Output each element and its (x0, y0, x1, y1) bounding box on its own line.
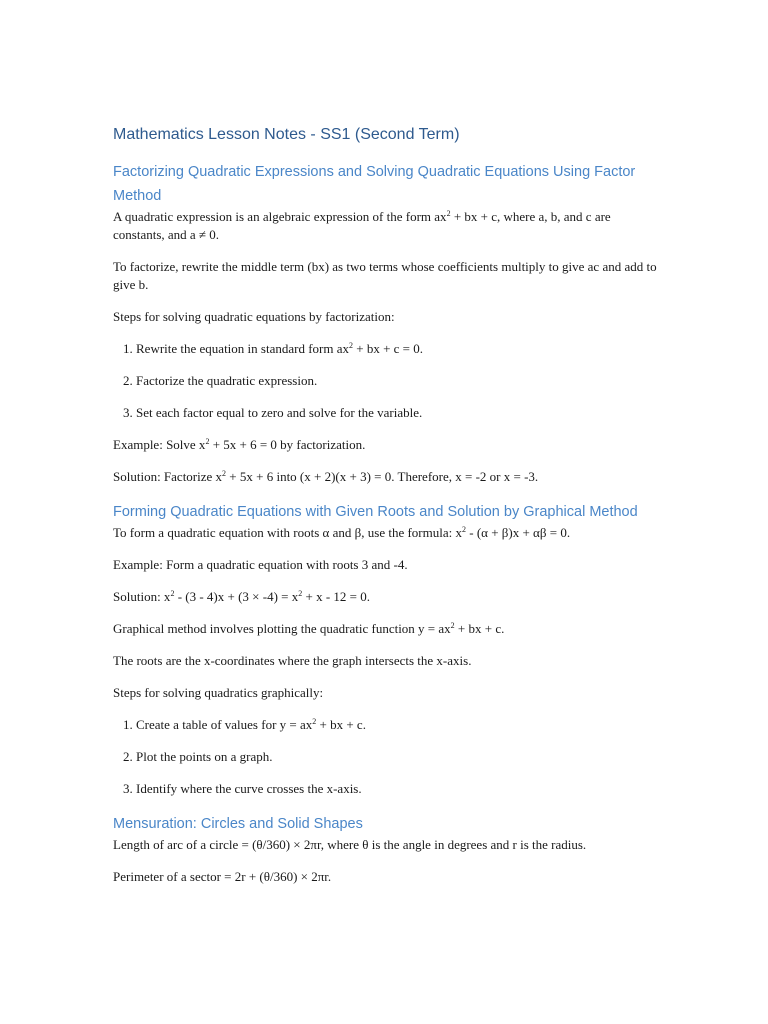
steps-list-graphical (113, 716, 658, 798)
paragraph-solution: Solution: $x^2 - (3 - 4)x + (3 \times -4) = x^2 + x - 12 = 0$. (113, 589, 370, 604)
list-item: 1. Rewrite the equation in standard form $ax^2$ + bx + c = 0. (123, 341, 424, 356)
list-item: 2. Factorize the quadratic expression. (123, 373, 318, 388)
document-page (113, 124, 658, 900)
section-heading-factorizing: Factorizing Quadratic Expressions and Solving Quadratic Equations Using Factor Method (113, 164, 636, 204)
paragraph-steps-heading: Steps for solving quadratic equations by factorization: (113, 309, 395, 324)
document-title: Mathematics Lesson Notes - SS1 (Second Term) (113, 126, 460, 143)
list-item: 3. Set each factor equal to zero and solve for the variable. (123, 405, 423, 420)
paragraph-roots-formula: To form a quadratic equation with roots α and β, use the formula: $x^2 - (\alpha + \beta)x + \alpha\beta = 0$. (113, 525, 571, 540)
paragraph-example: Example: Form a quadratic equation with roots 3 and -4. (113, 557, 408, 572)
paragraph-factorize-method: To factorize, rewrite the middle term (bx) as two terms whose coefficients multiply to give ac and add to give b. (113, 259, 657, 292)
list-item: 2. Plot the points on a graph. (123, 749, 273, 764)
paragraph-solution: Solution: Factorize $x^2 + 5x + 6$ into (x + 2)(x + 3) = 0. Therefore, x = -2 or x = -3. (113, 469, 539, 484)
section-heading-mensuration: Mensuration: Circles and Solid Shapes (113, 816, 363, 832)
paragraph-steps-heading: Steps for solving quadratics graphically: (113, 685, 324, 700)
paragraph-graphical-method: Graphical method involves plotting the quadratic function $y = ax^2$ + bx + c. (113, 621, 505, 636)
paragraph-arc-length: Length of arc of a circle = (θ/360) × 2πr, where θ is the angle in degrees and r is the radius. (113, 837, 587, 852)
list-item: 3. Identify where the curve crosses the x-axis. (123, 781, 362, 796)
paragraph-roots-definition: The roots are the x-coordinates where the graph intersects the x-axis. (113, 653, 472, 668)
paragraph-example: Example: Solve $x^2 + 5x + 6 = 0$ by factorization. (113, 437, 366, 452)
section-heading-forming-quadratics: Forming Quadratic Equations with Given Roots and Solution by Graphical Method (113, 504, 638, 520)
steps-list-factorization (113, 340, 658, 422)
paragraph-quadratic-definition: A quadratic expression is an algebraic expression of the form $ax^2$ + bx + c, where a, b, and c are constants, and a ≠ 0. (113, 209, 611, 242)
paragraph-sector-perimeter: Perimeter of a sector = 2r + (θ/360) × 2πr. (113, 869, 332, 884)
list-item: 1. Create a table of values for $y = ax^2$ + bx + c. (123, 717, 366, 732)
